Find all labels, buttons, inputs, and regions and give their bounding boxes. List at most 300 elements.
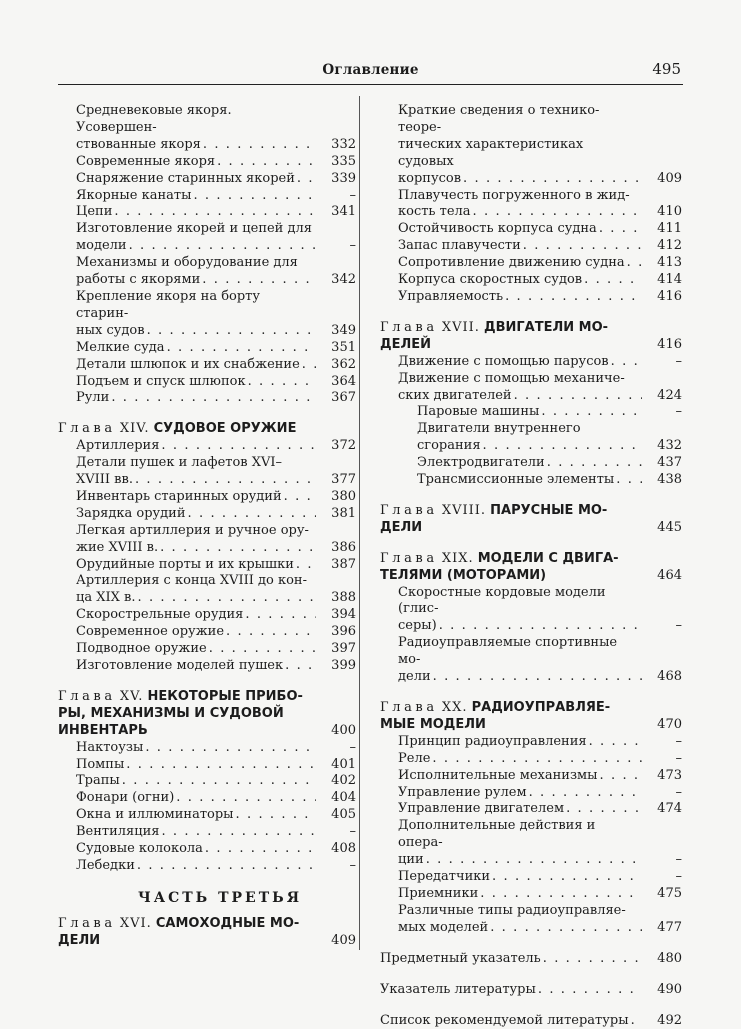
toc-entry[interactable] <box>58 357 356 374</box>
entry-title-line: корпусов <box>398 171 461 186</box>
toc-entry[interactable] <box>58 807 356 824</box>
entry-title-line: Краткие сведения о технико-теоре- <box>398 103 642 137</box>
entry-title-line: серы) <box>398 618 437 633</box>
entry-title-line: ца XIX в. <box>76 590 135 605</box>
entry-title-line: Механизмы и оборудование для <box>76 255 316 272</box>
entry-title <box>76 573 316 607</box>
page-ref: – <box>642 852 682 869</box>
toc-entry[interactable] <box>58 557 356 574</box>
entry-title-line: Корпуса скоростных судов <box>398 272 582 287</box>
entry-title-line: XVIII вв. <box>76 472 133 487</box>
entry-title <box>417 404 642 421</box>
chapter-title-line: РЫ, МЕХАНИЗМЫ И СУДОВОЙ <box>58 706 284 721</box>
entry-title-line: Скорострельные орудия <box>76 607 243 622</box>
toc-entry[interactable] <box>380 785 682 802</box>
entry-title <box>76 171 316 188</box>
toc-entry[interactable] <box>380 818 682 869</box>
entry-title-line: Трансмиссионные элементы <box>417 472 614 487</box>
toc-chapter[interactable] <box>380 551 682 585</box>
toc-entry[interactable] <box>380 801 682 818</box>
entry-title-line: Различные типы радиоуправляе- <box>398 903 642 920</box>
toc-entry[interactable] <box>380 421 682 455</box>
entry-title <box>417 421 642 455</box>
toc-entry[interactable] <box>380 903 682 937</box>
chapter-prefix: Глава <box>380 551 438 566</box>
toc-entry[interactable] <box>58 658 356 675</box>
entry-title <box>76 506 316 523</box>
entry-title-line: Список рекомендуемой литературы <box>380 1013 629 1028</box>
entry-title-line: Крепление якоря на борту старин- <box>76 289 316 323</box>
page-ref: – <box>642 734 682 751</box>
page-ref: 380 <box>316 489 356 506</box>
chapter-title <box>58 689 316 740</box>
entry-title <box>398 221 642 238</box>
page-ref: 490 <box>642 982 682 999</box>
page-ref: 438 <box>642 472 682 489</box>
toc-entry[interactable] <box>58 255 356 289</box>
toc-entry[interactable] <box>380 354 682 371</box>
toc-entry[interactable] <box>380 635 682 686</box>
entry-title <box>398 371 642 405</box>
section-spacer <box>380 686 682 700</box>
page-ref: 388 <box>316 590 356 607</box>
chapter-title-line: ПАРУСНЫЕ МО- <box>490 503 607 518</box>
page-ref: 410 <box>642 204 682 221</box>
entry-title-line: Рули <box>76 390 109 405</box>
page-ref: 402 <box>316 773 356 790</box>
chapter-number: XVII. <box>442 320 480 335</box>
chapter-number: XIV. <box>120 421 150 436</box>
toc-entry[interactable] <box>58 103 356 154</box>
toc-entry[interactable] <box>380 404 682 421</box>
chapter-prefix: Глава <box>380 320 438 335</box>
entry-title-line: Помпы <box>76 757 124 772</box>
entry-title-line: Управление двигателем <box>398 801 564 816</box>
toc-entry[interactable] <box>58 858 356 875</box>
toc-entry[interactable] <box>58 438 356 455</box>
toc-entry[interactable] <box>380 455 682 472</box>
entry-title <box>76 357 316 374</box>
entry-title-line: Радиоуправляемые спортивные мо- <box>398 635 642 669</box>
chapter-title-line: ТЕЛЯМИ (МОТОРАМИ) <box>380 568 546 583</box>
entry-title-line: Запас плавучести <box>398 238 521 253</box>
entry-title <box>76 790 316 807</box>
entry-title-line: Электродвигатели <box>417 455 545 470</box>
page-ref: – <box>642 404 682 421</box>
entry-title-line: Легкая артиллерия и ручное ору- <box>76 523 316 540</box>
toc-entry[interactable] <box>58 841 356 858</box>
chapter-title-line: ДЕЛИ <box>58 933 100 948</box>
chapter-title <box>380 320 642 354</box>
entry-title <box>380 951 642 968</box>
entry-title-line: Паровые машины <box>417 404 539 419</box>
chapter-number: XV. <box>120 689 144 704</box>
page-ref: 424 <box>642 388 682 405</box>
entry-title-line: Двигатели внутреннего сгорания <box>417 421 585 453</box>
page-ref: 401 <box>316 757 356 774</box>
chapter-title <box>58 421 316 438</box>
toc-entry[interactable] <box>58 340 356 357</box>
page-ref: – <box>642 751 682 768</box>
page-ref: 470 <box>642 717 682 734</box>
page-ref: – <box>316 824 356 841</box>
entry-title-line: Управление рулем <box>398 785 527 800</box>
entry-title <box>76 103 316 154</box>
page-ref: 394 <box>316 607 356 624</box>
toc-entry[interactable] <box>58 607 356 624</box>
entry-title-line: Указатель литературы <box>380 982 536 997</box>
chapter-prefix: Глава <box>58 421 116 436</box>
page-ref: 492 <box>642 1013 682 1029</box>
toc-entry[interactable] <box>58 740 356 757</box>
entry-title-line: ции <box>398 852 424 867</box>
toc-entry[interactable] <box>380 103 682 188</box>
toc-entry[interactable] <box>380 768 682 785</box>
toc-entry[interactable] <box>380 585 682 636</box>
entry-title <box>398 188 642 222</box>
entry-title <box>76 390 316 407</box>
entry-title-line: ных судов <box>76 323 145 338</box>
chapter-title-line: МОДЕЛИ С ДВИГА- <box>478 551 619 566</box>
entry-title-line: Реле <box>398 751 430 766</box>
entry-title <box>76 807 316 824</box>
entry-title <box>76 188 316 205</box>
page-ref: 477 <box>642 920 682 937</box>
page-ref: 341 <box>316 204 356 221</box>
toc-entry[interactable] <box>58 624 356 641</box>
entry-title <box>76 340 316 357</box>
toc-entry[interactable] <box>58 374 356 391</box>
chapter-number: XIX. <box>442 551 474 566</box>
chapter-prefix: Глава <box>58 689 116 704</box>
toc-entry[interactable] <box>58 757 356 774</box>
page-ref: – <box>316 238 356 255</box>
header-rule <box>58 84 683 85</box>
entry-title-line: Передатчики <box>398 869 490 884</box>
page-ref: – <box>316 740 356 757</box>
chapter-title <box>380 503 642 537</box>
entry-title <box>398 238 642 255</box>
entry-title-line: Остойчивость корпуса судна <box>398 221 597 236</box>
page-ref: 400 <box>316 723 356 740</box>
page-ref: 377 <box>316 472 356 489</box>
chapter-prefix: Глава <box>58 916 116 931</box>
entry-title <box>398 585 642 636</box>
toc-entry[interactable] <box>58 455 356 489</box>
toc-entry[interactable] <box>380 289 682 306</box>
toc-chapter[interactable] <box>58 421 356 438</box>
page-ref: 339 <box>316 171 356 188</box>
entry-title-line: Предметный указатель <box>380 951 541 966</box>
page-ref: 364 <box>316 374 356 391</box>
page-ref: 362 <box>316 357 356 374</box>
toc-entry[interactable] <box>380 472 682 489</box>
toc-entry[interactable] <box>380 371 682 405</box>
chapter-title <box>58 916 316 950</box>
entry-title-line: Подъем и спуск шлюпок <box>76 374 246 389</box>
entry-title-line: дели <box>398 669 431 684</box>
entry-title-line: Детали пушек и лафетов XVI– <box>76 455 316 472</box>
toc-entry[interactable] <box>380 886 682 903</box>
entry-title-line: Якорные канаты <box>76 188 191 203</box>
entry-title-line: Современные якоря <box>76 154 215 169</box>
page-ref: 386 <box>316 540 356 557</box>
toc-chapter[interactable] <box>58 916 356 950</box>
entry-title-line: Детали шлюпок и их снабжение <box>76 357 300 372</box>
entry-title <box>76 757 316 774</box>
toc-entry[interactable] <box>380 1013 682 1029</box>
entry-title-line: Цепи <box>76 204 112 219</box>
section-spacer <box>380 537 682 551</box>
entry-title <box>76 374 316 391</box>
toc-entry[interactable] <box>58 824 356 841</box>
entry-title <box>398 903 642 937</box>
page-ref: 405 <box>316 807 356 824</box>
chapter-prefix: Глава <box>380 503 438 518</box>
entry-title-line: Дополнительные действия и опера- <box>398 818 642 852</box>
entry-title <box>76 824 316 841</box>
entry-title-line: Снаряжение старинных якорей <box>76 171 295 186</box>
chapter-title-line: РАДИОУПРАВЛЯЕ- <box>472 700 611 715</box>
entry-title <box>398 354 642 371</box>
section-spacer <box>380 489 682 503</box>
page-ref: 349 <box>316 323 356 340</box>
toc-entry[interactable] <box>58 171 356 188</box>
toc-entry[interactable] <box>58 154 356 171</box>
toc-entry[interactable] <box>58 790 356 807</box>
toc-entry[interactable] <box>58 221 356 255</box>
entry-title-line: Подводное оружие <box>76 641 207 656</box>
chapter-title-line: ИНВЕНТАРЬ <box>58 723 148 738</box>
toc-chapter[interactable] <box>58 689 356 740</box>
entry-title <box>76 489 316 506</box>
page-ref: 409 <box>642 171 682 188</box>
part-heading: ЧАСТЬ ТРЕТЬЯ <box>58 889 356 907</box>
entry-title-line: работы с якорями <box>76 272 200 287</box>
chapter-title <box>380 551 642 585</box>
page-ref: 432 <box>642 438 682 455</box>
page-ref: – <box>642 354 682 371</box>
toc-entry[interactable] <box>58 523 356 557</box>
section-spacer <box>380 968 682 982</box>
page-ref: 372 <box>316 438 356 455</box>
page-ref: 397 <box>316 641 356 658</box>
page-ref: – <box>642 869 682 886</box>
entry-title <box>76 858 316 875</box>
entry-title <box>398 272 642 289</box>
chapter-number: XVIII. <box>442 503 486 518</box>
entry-title <box>398 255 642 272</box>
page-ref: 396 <box>316 624 356 641</box>
toc-entry[interactable] <box>380 188 682 222</box>
entry-title <box>76 641 316 658</box>
chapter-title <box>380 700 642 734</box>
toc-entry[interactable] <box>380 238 682 255</box>
page-ref: 332 <box>316 137 356 154</box>
entry-title-line: модели <box>76 238 127 253</box>
toc-entry[interactable] <box>58 204 356 221</box>
page-ref: 409 <box>316 933 356 950</box>
chapter-prefix: Глава <box>380 700 438 715</box>
entry-title-line: ских двигателей <box>398 388 512 403</box>
page-number: 495 <box>652 60 681 78</box>
page-ref: 404 <box>316 790 356 807</box>
entry-title-line: Сопротивление движению судна <box>398 255 625 270</box>
chapter-title-line: НЕКОТОРЫЕ ПРИБО- <box>147 689 302 704</box>
entry-title-line: Нактоузы <box>76 740 143 755</box>
entry-title <box>380 1013 642 1029</box>
entry-title <box>398 103 642 188</box>
entry-title-line: Современное оружие <box>76 624 224 639</box>
entry-title-line: Управляемость <box>398 289 503 304</box>
entry-title <box>417 472 642 489</box>
entry-title-line: Трапы <box>76 773 120 788</box>
page-ref: 351 <box>316 340 356 357</box>
page-ref: 480 <box>642 951 682 968</box>
entry-title-line: Орудийные порты и их крышки <box>76 557 294 572</box>
toc-right-column <box>380 103 682 1029</box>
page-ref: – <box>316 188 356 205</box>
section-spacer <box>380 937 682 951</box>
entry-title-line: тических характеристиках судовых <box>398 137 642 171</box>
entry-title <box>76 773 316 790</box>
entry-title <box>76 607 316 624</box>
entry-title <box>76 841 316 858</box>
entry-title-line: Исполнительные механизмы <box>398 768 598 783</box>
entry-title-line: кость тела <box>398 204 471 219</box>
chapter-title-line: ДЕЛИ <box>380 520 422 535</box>
page-ref: – <box>316 858 356 875</box>
toc-entry[interactable] <box>380 951 682 968</box>
entry-title <box>76 557 316 574</box>
page-ref: 445 <box>642 520 682 537</box>
entry-title-line: Движение с помощью механиче- <box>398 371 642 388</box>
toc-entry[interactable] <box>380 869 682 886</box>
entry-title-line: Лебедки <box>76 858 135 873</box>
page-ref: 381 <box>316 506 356 523</box>
section-spacer <box>380 306 682 320</box>
entry-title <box>76 438 316 455</box>
entry-title <box>76 658 316 675</box>
toc-entry[interactable] <box>380 982 682 999</box>
entry-title-line: Плавучесть погруженного в жид- <box>398 188 642 205</box>
section-spacer <box>58 407 356 421</box>
toc-entry[interactable] <box>58 773 356 790</box>
entry-title <box>76 455 316 489</box>
toc-entry[interactable] <box>58 573 356 607</box>
entry-title <box>76 255 316 289</box>
section-spacer <box>58 907 356 916</box>
entry-title-line: мых моделей <box>398 920 488 935</box>
page-ref: 342 <box>316 272 356 289</box>
toc-entry[interactable] <box>58 489 356 506</box>
entry-title <box>76 624 316 641</box>
chapter-number: XX. <box>442 700 468 715</box>
entry-title <box>76 523 316 557</box>
page-ref: 475 <box>642 886 682 903</box>
running-header-title: Оглавление <box>0 62 741 78</box>
entry-title <box>76 154 316 171</box>
page-ref: 335 <box>316 154 356 171</box>
section-spacer <box>58 675 356 689</box>
entry-title <box>398 886 642 903</box>
entry-title <box>398 289 642 306</box>
section-spacer <box>58 875 356 889</box>
toc-entry[interactable] <box>58 188 356 205</box>
entry-title-line: Движение с помощью парусов <box>398 354 609 369</box>
entry-title-line: Средневековые якоря. Усовершен- <box>76 103 316 137</box>
entry-title <box>398 751 642 768</box>
chapter-title-line: СУДОВОЕ ОРУЖИЕ <box>154 421 297 436</box>
entry-title <box>76 289 316 340</box>
chapter-title-line: ДЕЛЕЙ <box>380 337 431 352</box>
entry-title-line: Изготовление моделей пушек <box>76 658 283 673</box>
toc-chapter[interactable] <box>380 700 682 734</box>
page-ref: 474 <box>642 801 682 818</box>
toc-entry[interactable] <box>380 221 682 238</box>
entry-title-line: Судовые колокола <box>76 841 203 856</box>
page-ref: 399 <box>316 658 356 675</box>
toc-entry[interactable] <box>380 272 682 289</box>
page-ref: 473 <box>642 768 682 785</box>
entry-title <box>398 734 642 751</box>
page-ref: 412 <box>642 238 682 255</box>
entry-title <box>398 768 642 785</box>
toc-entry[interactable] <box>380 734 682 751</box>
entry-title-line: Скоростные кордовые модели (глис- <box>398 585 642 619</box>
column-divider <box>359 96 360 950</box>
page-ref: 437 <box>642 455 682 472</box>
chapter-number: XVI. <box>120 916 152 931</box>
toc-entry[interactable] <box>380 751 682 768</box>
entry-title-line: Зарядка орудий <box>76 506 186 521</box>
toc-entry[interactable] <box>58 506 356 523</box>
page-ref: – <box>642 785 682 802</box>
entry-title-line: Вентиляция <box>76 824 159 839</box>
entry-title <box>398 785 642 802</box>
entry-title-line: Изготовление якорей и цепей для <box>76 221 316 238</box>
entry-title <box>76 740 316 757</box>
page-ref: 416 <box>642 289 682 306</box>
entry-title <box>76 204 316 221</box>
page-ref: 367 <box>316 390 356 407</box>
section-spacer <box>380 999 682 1013</box>
entry-title <box>398 635 642 686</box>
entry-title <box>76 221 316 255</box>
entry-title-line: Приемники <box>398 886 478 901</box>
page-ref: 416 <box>642 337 682 354</box>
toc-entry[interactable] <box>380 255 682 272</box>
entry-title-line: Инвентарь старинных орудий <box>76 489 282 504</box>
toc-chapter[interactable] <box>380 503 682 537</box>
page-ref: – <box>642 618 682 635</box>
entry-title <box>417 455 642 472</box>
toc-entry[interactable] <box>58 641 356 658</box>
page-ref: 387 <box>316 557 356 574</box>
chapter-title-line: ДВИГАТЕЛИ МО- <box>484 320 608 335</box>
entry-title <box>398 869 642 886</box>
entry-title-line: Мелкие суда <box>76 340 165 355</box>
toc-entry[interactable] <box>58 390 356 407</box>
entry-title <box>398 801 642 818</box>
entry-title-line: Окна и иллюминаторы <box>76 807 234 822</box>
entry-title <box>380 982 642 999</box>
entry-title-line: Артиллерия с конца XVIII до кон- <box>76 573 316 590</box>
toc-chapter[interactable] <box>380 320 682 354</box>
toc-entry[interactable] <box>58 289 356 340</box>
chapter-title-line: МЫЕ МОДЕЛИ <box>380 717 486 732</box>
entry-title <box>398 818 642 869</box>
